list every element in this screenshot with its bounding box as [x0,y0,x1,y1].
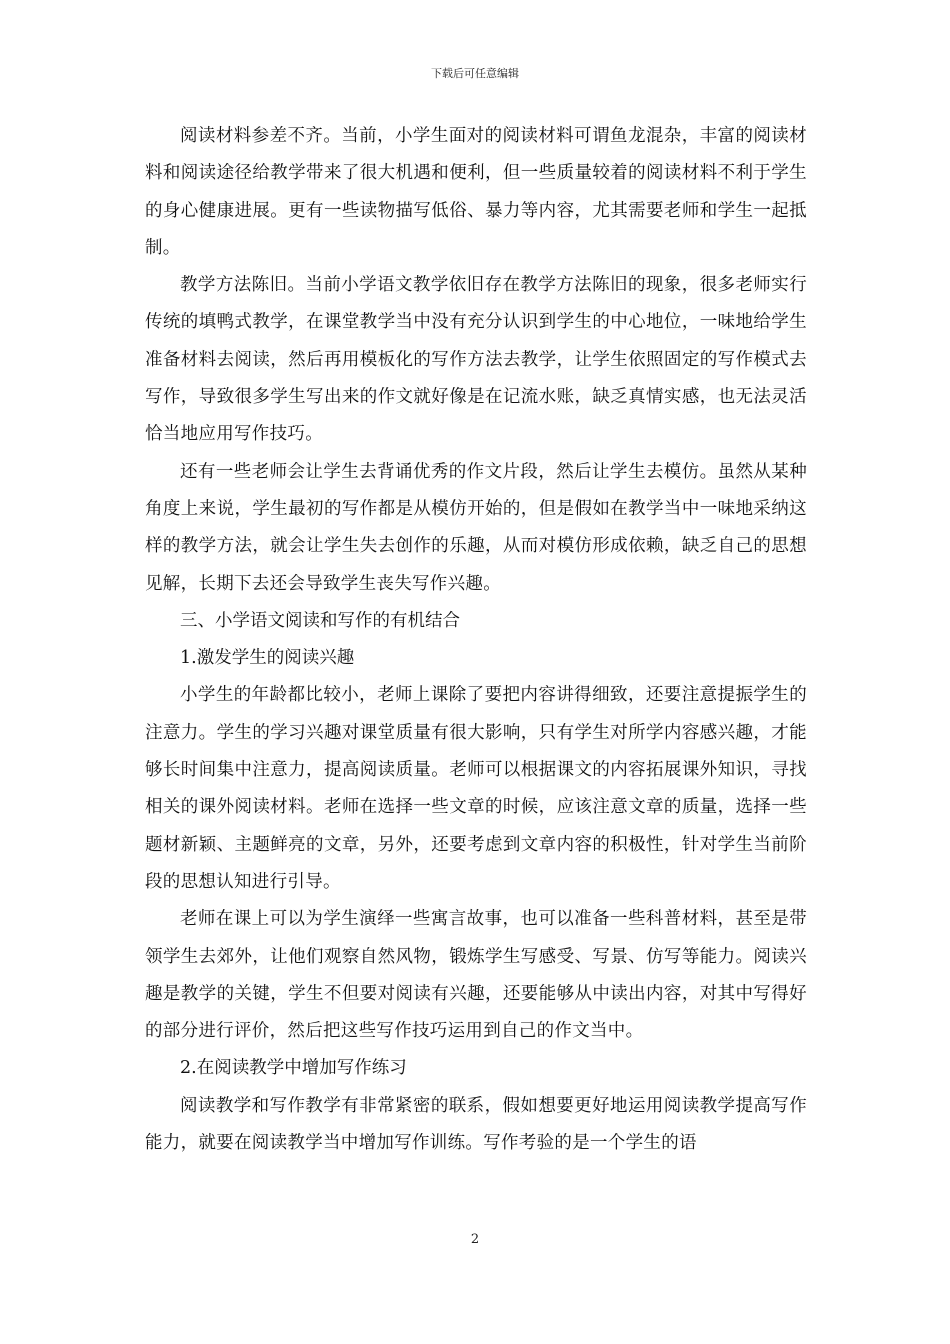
paragraph-writing-practice: 阅读教学和写作教学有非常紧密的联系，假如想要更好地运用阅读教学提高写作能力，就要在阅读教学当中增加写作训练。写作考验的是一个学生的语 [145,1095,807,1154]
page-header-note: 下载后可任意编辑 [431,67,519,80]
paragraph-teaching-methods: 教学方法陈旧。当前小学语文教学依旧存在教学方法陈旧的现象，很多老师实行传统的填鸭式教学，在课堂教学当中没有充分认识到学生的中心地位，一味地给学生准备材料去阅读，然后再用模板化的写作方法去教学，让学生依照固定的写作模式去写作，导致很多学生写出来的作文就好像是在记流水账，缺乏真情实感，也无法灵活恰当地应用写作技巧。 [145,275,807,445]
page-number: 2 [470,1232,480,1247]
subsection-heading-2: 2.在阅读教学中增加写作练习 [180,1058,407,1079]
subsection-heading-1: 1.激发学生的阅读兴趣 [180,648,355,669]
paragraph-classroom-activities: 老师在课上可以为学生演绎一些寓言故事，也可以准备一些科普材料，甚至是带领学生去郊外，让他们观察自然风物，锻炼学生写感受、写景、仿写等能力。阅读兴趣是教学的关键，学生不但要对阅读有兴趣，还要能够从中读出内容，对其中写得好的部分进行评价，然后把这些写作技巧运用到自己的作文当中。 [145,909,807,1042]
paragraph-imitation: 还有一些老师会让学生去背诵优秀的作文片段，然后让学生去模仿。虽然从某种角度上来说，学生最初的写作都是从模仿开始的，但是假如在教学当中一味地采纳这样的教学方法，就会让学生失去创作的乐趣，从而对模仿形成依赖，缺乏自己的思想见解，长期下去还会导致学生丧失写作兴趣。 [145,461,807,594]
document-body [145,118,807,1162]
paragraph-reading-materials: 阅读材料参差不齐。当前，小学生面对的阅读材料可谓鱼龙混杂，丰富的阅读材料和阅读途径给教学带来了很大机遇和便利，但一些质量较着的阅读材料不利于学生的身心健康进展。更有一些读物描写低俗、暴力等内容，尤其需要老师和学生一起抵制。 [145,126,807,258]
paragraph-reading-interest: 小学生的年龄都比较小，老师上课除了要把内容讲得细致，还要注意提振学生的注意力。学生的学习兴趣对课堂质量有很大影响，只有学生对所学内容感兴趣，才能够长时间集中注意力，提高阅读质量。老师可以根据课文的内容拓展课外知识，寻找相关的课外阅读材料。老师在选择一些文章的时候，应该注意文章的质量，选择一些题材新颖、主题鲜亮的文章，另外，还要考虑到文章内容的积极性，针对学生当前阶段的思想认知进行引导。 [145,685,807,892]
section-heading-3: 三、小学语文阅读和写作的有机结合 [180,610,460,631]
